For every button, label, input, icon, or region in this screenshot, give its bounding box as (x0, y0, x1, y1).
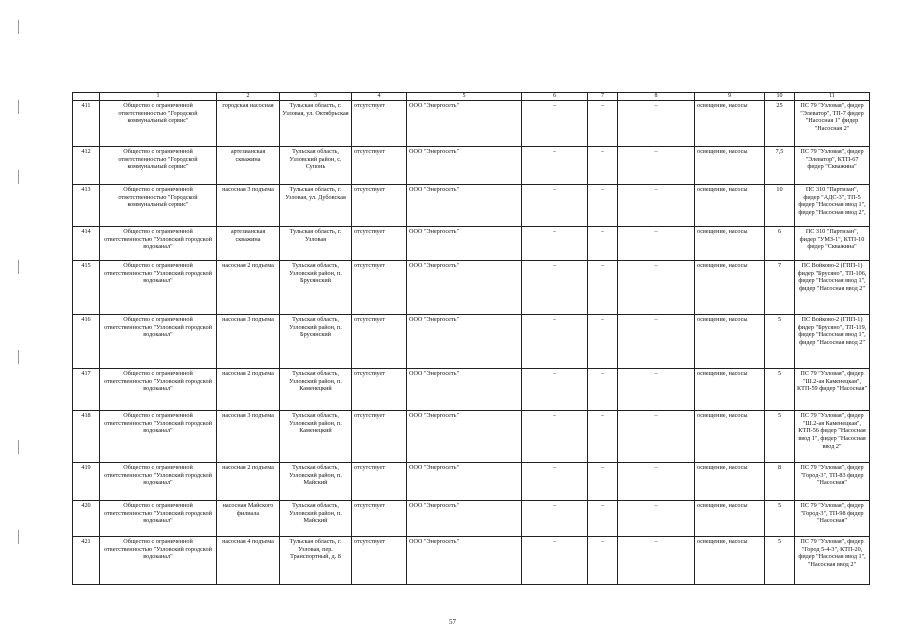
address-cell: Тульская область, г. Узловая, ул. Дубовская (280, 185, 352, 227)
object-type-cell: насосная 4 подъема (217, 537, 280, 585)
table-row (73, 537, 870, 585)
feeder-cell: ПС 79 "Узловая", фидер "Элеватор", ТП-7 фидер "Насосная 1" фидер "Насосная 2" (795, 101, 870, 147)
table-row (73, 501, 870, 537)
table-row (73, 227, 870, 261)
load-type-cell: освещение, насосы (695, 147, 765, 185)
header-cell: 7 (588, 93, 618, 101)
feeder-cell: ПС 310 "Партизан", фидер "АДС-3", ТП-5 фидер "Насосная ввод 1", фидер "Насосная ввод 2", (795, 185, 870, 227)
table-row (73, 463, 870, 501)
address-cell: Тульская область, г. Узловая (280, 227, 352, 261)
table-row (73, 261, 870, 315)
supplier-cell: ООО "Энергосеть" (407, 315, 522, 369)
column-7-cell: – (588, 463, 618, 501)
feeder-cell: ПС 79 "Узловая", фидер "Ш.2-ая Каменецкая", КТП-56 фидер "Насосная ввод 1", фидер "Насосная ввод 2" (795, 411, 870, 463)
header-cell: 11 (795, 93, 870, 101)
table-row (73, 411, 870, 463)
column-6-cell: – (522, 537, 588, 585)
load-type-cell: освещение, насосы (695, 369, 765, 411)
column-6-cell: – (522, 227, 588, 261)
row-number: 419 (73, 463, 100, 501)
object-type-cell: насосная Майского филиала (217, 501, 280, 537)
object-type-cell: насосная 2 подъема (217, 261, 280, 315)
supplier-cell: ООО "Энергосеть" (407, 537, 522, 585)
supplier-cell: ООО "Энергосеть" (407, 369, 522, 411)
organization-cell: Общество с ограниченной ответственностью "Городской коммунальный сервис" (100, 101, 217, 147)
load-type-cell: освещение, насосы (695, 315, 765, 369)
feeder-cell: ПС Войково-2 (ГПП-1) фидер "Брусяно", ТП-119, фидер "Насосная ввод 1", фидер "Насосная ввод 2" (795, 315, 870, 369)
column-8-cell: – (618, 537, 695, 585)
power-cell: 8 (765, 463, 795, 501)
row-number: 416 (73, 315, 100, 369)
feeder-cell: ПС 79 "Узловая", фидер "Город-3", ТП-83 фидер "Насосная" (795, 463, 870, 501)
header-cell: 8 (618, 93, 695, 101)
header-cell: 1 (100, 93, 217, 101)
power-cell: 10 (765, 185, 795, 227)
header-cell: 3 (280, 93, 352, 101)
left-margin-marks (18, 20, 20, 620)
column-6-cell: – (522, 185, 588, 227)
column-6-cell: – (522, 411, 588, 463)
header-cell (73, 93, 100, 101)
header-cell: 2 (217, 93, 280, 101)
row-number: 420 (73, 501, 100, 537)
column-8-cell: – (618, 227, 695, 261)
column-8-cell: – (618, 463, 695, 501)
organization-cell: Общество с ограниченной ответственностью "Узловский городской водоканал" (100, 261, 217, 315)
object-type-cell: городская насосная (217, 101, 280, 147)
header-cell: 9 (695, 93, 765, 101)
power-cell: 5 (765, 537, 795, 585)
supplier-cell: ООО "Энергосеть" (407, 147, 522, 185)
column-4-cell: отсутствует (352, 369, 407, 411)
load-type-cell: освещение, насосы (695, 463, 765, 501)
power-cell: 5 (765, 315, 795, 369)
address-cell: Тульская область, Узловский район, п. Каменецкий (280, 369, 352, 411)
column-7-cell: – (588, 411, 618, 463)
load-type-cell: освещение, насосы (695, 227, 765, 261)
column-4-cell: отсутствует (352, 185, 407, 227)
column-8-cell: – (618, 101, 695, 147)
column-8-cell: – (618, 315, 695, 369)
column-4-cell: отсутствует (352, 101, 407, 147)
address-cell: Тульская область, Узловский район, п. Каменецкий (280, 411, 352, 463)
row-number: 412 (73, 147, 100, 185)
load-type-cell: освещение, насосы (695, 261, 765, 315)
register-table (72, 92, 870, 585)
supplier-cell: ООО "Энергосеть" (407, 501, 522, 537)
row-number: 411 (73, 101, 100, 147)
column-4-cell: отсутствует (352, 261, 407, 315)
header-cell: 6 (522, 93, 588, 101)
organization-cell: Общество с ограниченной ответственностью "Городской коммунальный сервис" (100, 185, 217, 227)
power-cell: 7 (765, 261, 795, 315)
column-6-cell: – (522, 315, 588, 369)
power-cell: 5 (765, 411, 795, 463)
column-7-cell: – (588, 315, 618, 369)
object-type-cell: артезианская скважина (217, 147, 280, 185)
column-7-cell: – (588, 369, 618, 411)
column-8-cell: – (618, 147, 695, 185)
column-8-cell: – (618, 369, 695, 411)
feeder-cell: ПС 310 "Партизан", фидер "УМЗ-1", КТП-10 фидер "Скважина" (795, 227, 870, 261)
organization-cell: Общество с ограниченной ответственностью "Узловский городской водоканал" (100, 369, 217, 411)
column-4-cell: отсутствует (352, 227, 407, 261)
row-number: 413 (73, 185, 100, 227)
load-type-cell: освещение, насосы (695, 185, 765, 227)
feeder-cell: ПС 79 "Узловая", фидер "Ш.2-ая Каменецкая", КТП-59 фидер "Насосная" (795, 369, 870, 411)
object-type-cell: насосная 3 подъема (217, 185, 280, 227)
address-cell: Тульская область, Узловский район, п. Брусянский (280, 261, 352, 315)
column-7-cell: – (588, 501, 618, 537)
header-cell: 10 (765, 93, 795, 101)
column-4-cell: отсутствует (352, 537, 407, 585)
object-type-cell: насосная 2 подъема (217, 369, 280, 411)
row-number: 421 (73, 537, 100, 585)
feeder-cell: ПС 79 "Узловая", фидер "Город-3", ТП-98 фидер "Насосная" (795, 501, 870, 537)
object-type-cell: артезианская скважина (217, 227, 280, 261)
organization-cell: Общество с ограниченной ответственностью "Узловский городской водоканал" (100, 227, 217, 261)
organization-cell: Общество с ограниченной ответственностью "Узловский городской водоканал" (100, 315, 217, 369)
load-type-cell: освещение, насосы (695, 501, 765, 537)
header-cell: 4 (352, 93, 407, 101)
table-row (73, 147, 870, 185)
column-8-cell: – (618, 185, 695, 227)
supplier-cell: ООО "Энергосеть" (407, 185, 522, 227)
row-number: 417 (73, 369, 100, 411)
address-cell: Тульская область, Узловский район, п. Майский (280, 501, 352, 537)
column-8-cell: – (618, 261, 695, 315)
power-cell: 7,5 (765, 147, 795, 185)
table-row (73, 369, 870, 411)
header-cell: 5 (407, 93, 522, 101)
power-cell: 5 (765, 501, 795, 537)
address-cell: Тульская область, Узловский район, п. Брусянский (280, 315, 352, 369)
organization-cell: Общество с ограниченной ответственностью "Узловский городской водоканал" (100, 537, 217, 585)
column-7-cell: – (588, 261, 618, 315)
supplier-cell: ООО "Энергосеть" (407, 101, 522, 147)
address-cell: Тульская область, г. Узловая, пер. Транспортный, д. 8 (280, 537, 352, 585)
column-7-cell: – (588, 537, 618, 585)
supplier-cell: ООО "Энергосеть" (407, 463, 522, 501)
feeder-cell: ПС 79 "Узловая", фидер "Город 5-4-3", КТП-20, фидер "Насосная ввод 1", "Насосная ввод 2" (795, 537, 870, 585)
column-8-cell: – (618, 501, 695, 537)
feeder-cell: ПС 79 "Узловая", фидер "Элеватор", КТП-67 фидер "Скважина" (795, 147, 870, 185)
column-4-cell: отсутствует (352, 315, 407, 369)
object-type-cell: насосная 3 подъема (217, 411, 280, 463)
column-4-cell: отсутствует (352, 411, 407, 463)
column-7-cell: – (588, 227, 618, 261)
feeder-cell: ПС Войково-2 (ГПП-1) фидер "Брусяно", ТП-106, фидер "Насосная ввод 1", фидер "Насосная ввод 2" (795, 261, 870, 315)
column-7-cell: – (588, 101, 618, 147)
power-cell: 6 (765, 227, 795, 261)
organization-cell: Общество с ограниченной ответственностью "Городской коммунальный сервис" (100, 147, 217, 185)
column-6-cell: – (522, 261, 588, 315)
row-number: 418 (73, 411, 100, 463)
supplier-cell: ООО "Энергосеть" (407, 227, 522, 261)
organization-cell: Общество с ограниченной ответственностью "Узловский городской водоканал" (100, 463, 217, 501)
load-type-cell: освещение, насосы (695, 411, 765, 463)
page-number: 57 (449, 618, 456, 626)
column-4-cell: отсутствует (352, 463, 407, 501)
column-6-cell: – (522, 501, 588, 537)
column-8-cell: – (618, 411, 695, 463)
organization-cell: Общество с ограниченной ответственностью "Узловский городской водоканал" (100, 501, 217, 537)
column-6-cell: – (522, 101, 588, 147)
organization-cell: Общество с ограниченной ответственностью "Узловский городской водоканал" (100, 411, 217, 463)
table-row (73, 315, 870, 369)
supplier-cell: ООО "Энергосеть" (407, 261, 522, 315)
load-type-cell: освещение, насосы (695, 537, 765, 585)
power-cell: 5 (765, 369, 795, 411)
object-type-cell: насосная 3 подъема (217, 315, 280, 369)
row-number: 414 (73, 227, 100, 261)
column-4-cell: отсутствует (352, 147, 407, 185)
table-row (73, 101, 870, 147)
address-cell: Тульская область, г. Узловая, ул. Октябрьская (280, 101, 352, 147)
table-row (73, 185, 870, 227)
row-number: 415 (73, 261, 100, 315)
supplier-cell: ООО "Энергосеть" (407, 411, 522, 463)
column-7-cell: – (588, 147, 618, 185)
address-cell: Тульская область, Узловский район, с. Супонь (280, 147, 352, 185)
column-4-cell: отсутствует (352, 501, 407, 537)
load-type-cell: освещение, насосы (695, 101, 765, 147)
column-6-cell: – (522, 369, 588, 411)
power-cell: 25 (765, 101, 795, 147)
object-type-cell: насосная 2 подъема (217, 463, 280, 501)
address-cell: Тульская область, Узловский район, п. Майский (280, 463, 352, 501)
column-7-cell: – (588, 185, 618, 227)
header-row (73, 93, 870, 101)
column-6-cell: – (522, 147, 588, 185)
column-6-cell: – (522, 463, 588, 501)
